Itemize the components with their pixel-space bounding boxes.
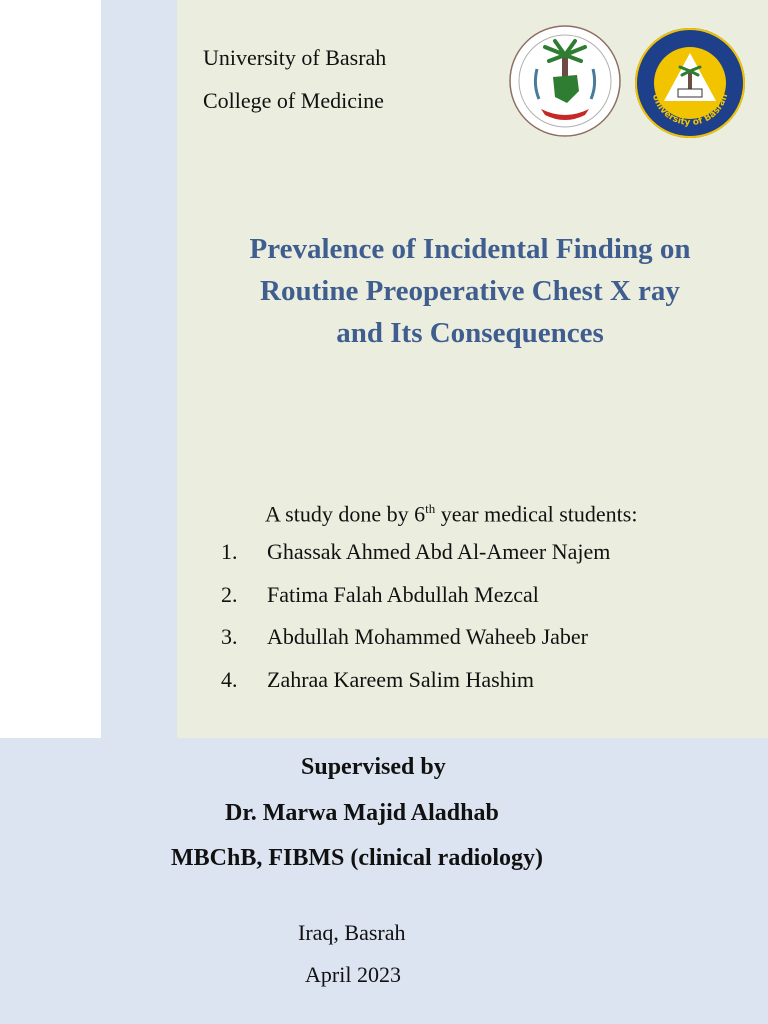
title-line-1: Prevalence of Incidental Finding on (249, 233, 691, 265)
college-emblem-logo (509, 25, 621, 137)
location-text: Iraq, Basrah (298, 920, 406, 945)
student-number: 3. (221, 624, 238, 649)
seal-text: University of Basrah (649, 92, 731, 129)
date-text: April 2023 (305, 962, 401, 987)
intro-superscript: th (425, 501, 436, 516)
intro-suffix: year medical students: (435, 501, 638, 527)
student-name: Abdullah Mohammed Waheeb Jaber (267, 624, 589, 649)
list-item (221, 536, 610, 579)
university-seal-logo (634, 27, 746, 139)
college-name: College of Medicine (203, 88, 384, 113)
student-list (221, 536, 610, 706)
supervisor-credentials: MBChB, FIBMS (clinical radiology) (171, 845, 543, 871)
intro-prefix: A study done by 6 (265, 501, 426, 527)
supervisor-name: Dr. Marwa Majid Aladhab (225, 800, 499, 826)
student-name: Fatima Falah Abdullah Mezcal (267, 581, 539, 607)
student-name: Ghassak Ahmed Abd Al-Ameer Najem (267, 539, 611, 564)
list-item (221, 664, 610, 707)
list-item (221, 579, 610, 622)
student-number: 2. (221, 581, 238, 607)
left-blue-strip (101, 0, 177, 738)
supervised-heading: Supervised by (301, 754, 446, 780)
list-item (221, 621, 610, 664)
title-line-2: Routine Preoperative Chest X ray (260, 275, 680, 307)
student-number: 4. (221, 666, 238, 692)
title-line-3: and Its Consequences (336, 317, 604, 349)
student-number: 1. (221, 539, 238, 564)
study-intro (265, 494, 637, 529)
document-title (190, 228, 750, 354)
university-name: University of Basrah (203, 45, 387, 70)
student-name: Zahraa Kareem Salim Hashim (267, 666, 534, 692)
